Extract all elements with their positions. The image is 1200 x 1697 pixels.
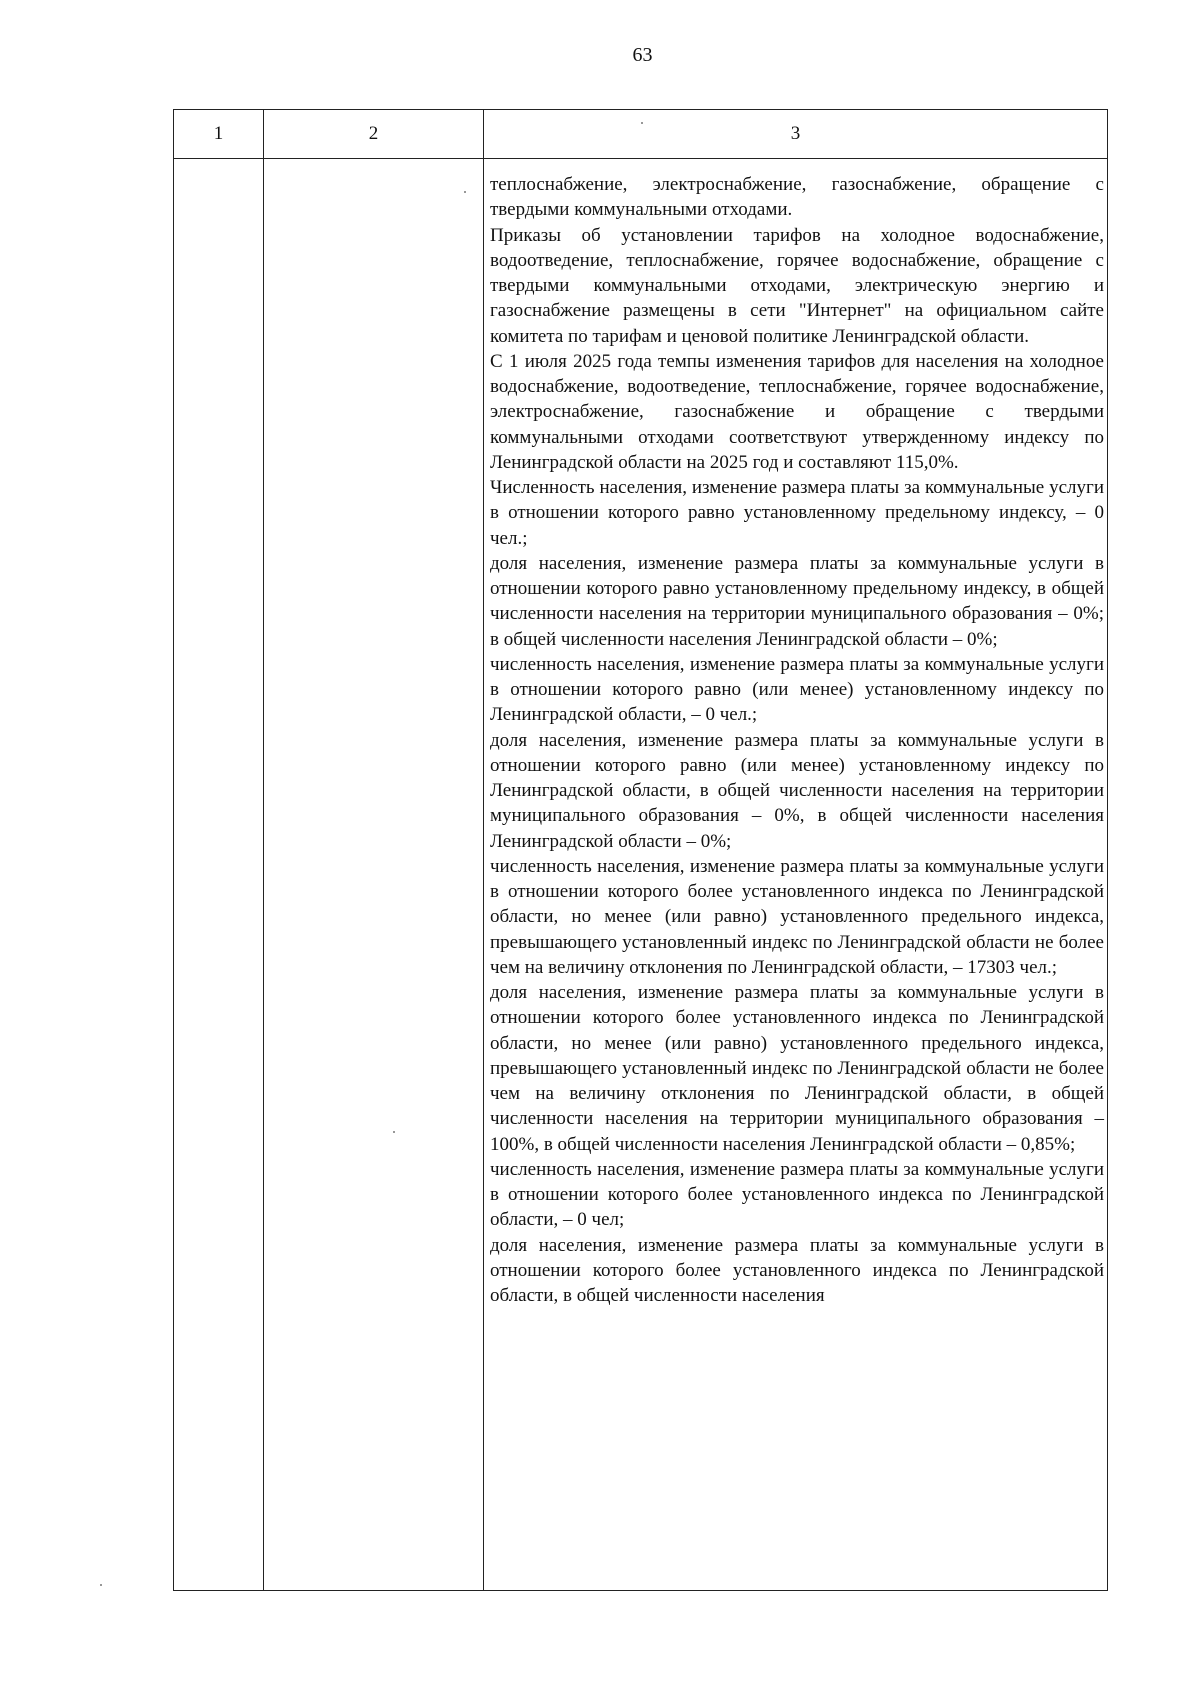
scan-speck [641,122,643,124]
paragraph: численность населения, изменение размера платы за коммунальные услуги в отношении которого более установленного индекса по Ленинградской области, но менее (или равно) установленного предельного индекса, превышающего установленный индекс по Ленинградской области не более чем на величину отклонения по Ленинградской области, – 17303 чел.; [490,855,1104,978]
column-2-cell [264,159,484,1591]
table-body-row [174,159,1108,1591]
scan-speck [464,191,466,193]
column-3-cell [484,159,1108,1591]
paragraph: Приказы об установлении тарифов на холодное водоснабжение, водоотведение, теплоснабжение, горячее водоснабжение, обращение с твердыми коммунальными отходами, электрическую энергию и газоснабжение размещены в сети "Интернет" на официальном сайте комитета по тарифам и ценовой политике Ленинградской области. [490,224,1104,347]
paragraph: Численность населения, изменение размера платы за коммунальные услуги в отношении которого равно установленному предельному индексу, – 0 чел.; [490,477,1104,549]
page-number: 63 [632,44,653,66]
document-table [173,109,1108,1591]
column-header-2: 2 [264,110,484,159]
scan-speck [100,1584,102,1586]
table-header-row [174,110,1108,159]
paragraph: доля населения, изменение размера платы за коммунальные услуги в отношении которого равно установленному предельному индексу, в общей численности населения на территории муниципального образования – 0%; в общей численности населения Ленинградской области – 0%; [490,552,1104,650]
paragraph: доля населения, изменение размера платы за коммунальные услуги в отношении которого более установленного индекса по Ленинградской области, но менее (или равно) установленного предельного индекса, превышающего установленный индекс по Ленинградской области не более чем на величину отклонения по Ленинградской области, в общей численности населения на территории муниципального образования – 100%, в общей численности населения Ленинградской области – 0,85%; [490,982,1104,1155]
paragraph: численность населения, изменение размера платы за коммунальные услуги в отношении которого равно (или менее) установленному индексу по Ленинградской области, – 0 чел.; [490,653,1104,726]
column-header-3: 3 [484,110,1108,159]
column-header-1: 1 [174,110,264,159]
paragraph: доля населения, изменение размера платы за коммунальные услуги в отношении которого более установленного индекса по Ленинградской области, в общей численности населения [490,1234,1104,1306]
paragraph: доля населения, изменение размера платы за коммунальные услуги в отношении которого равно (или менее) установленному индексу по Ленинградской области, в общей численности населения на территории муниципального образования – 0%, в общей численности населения Ленинградской области – 0%; [490,729,1104,852]
paragraph: теплоснабжение, электроснабжение, газоснабжение, обращение с твердыми коммунальными отходами. [490,174,1104,221]
paragraph: численность населения, изменение размера платы за коммунальные услуги в отношении которого более установленного индекса по Ленинградской области, – 0 чел; [490,1158,1104,1231]
scan-speck [393,1131,395,1133]
column-1-cell [174,159,264,1591]
paragraph: С 1 июля 2025 года темпы изменения тарифов для населения на холодное водоснабжение, водоотведение, теплоснабжение, горячее водоснабжение, электроснабжение, газоснабжение и обращение с твердыми коммунальными отходами соответствуют утвержденному индексу по Ленинградской области на 2025 год и составляют 115,0%. [490,350,1104,473]
